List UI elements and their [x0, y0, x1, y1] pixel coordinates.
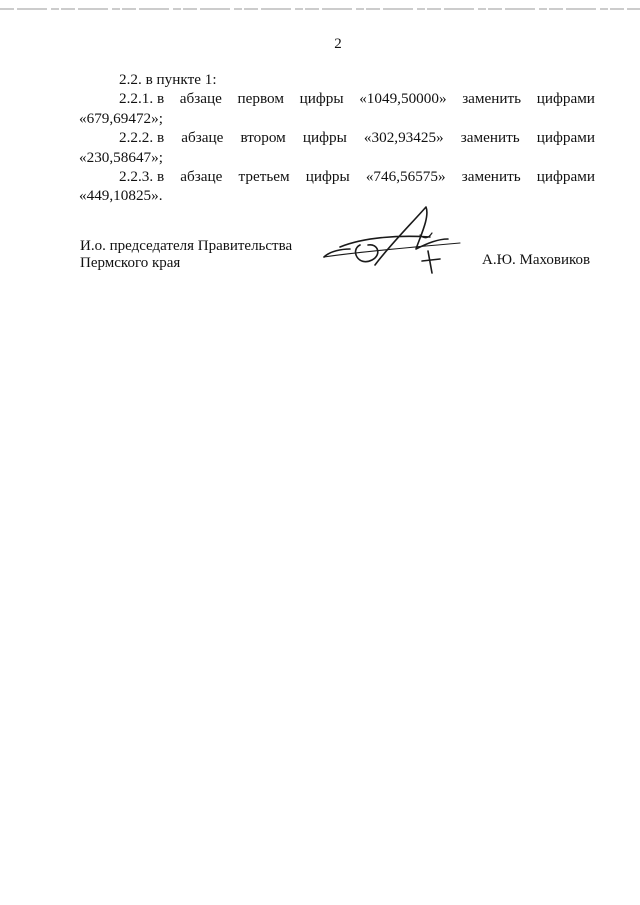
clause-word: абзаце: [180, 168, 223, 186]
clause-continuation: «230,58647»;: [79, 148, 163, 166]
clause-word: цифры: [299, 90, 344, 108]
position-line-1: И.о. председателя Правительства: [80, 238, 293, 254]
clause-word: «746,56575»: [365, 168, 446, 186]
scan-edge-lines: [0, 7, 640, 10]
clause-word: заменить: [462, 90, 522, 108]
clause-word: цифры: [305, 168, 350, 186]
clause-word: втором: [240, 129, 286, 147]
clause-word: заменить: [461, 168, 521, 186]
scan-top-edge: [0, 2, 640, 10]
clause-2-2-2: [79, 128, 595, 167]
clause-2-2-3: [79, 167, 595, 206]
clause-word: 2.2.3. в: [119, 168, 165, 186]
clause-word: цифры: [302, 129, 347, 147]
clause-word: первом: [237, 90, 284, 108]
clause-word: «302,93425»: [363, 129, 444, 147]
clause-word: заменить: [460, 129, 520, 147]
clause-line: [79, 128, 595, 147]
signatory-position: [80, 238, 292, 272]
position-line-2: Пермского края: [80, 255, 181, 271]
document-body: [79, 70, 595, 206]
clause-word: цифрами: [536, 90, 595, 108]
clause-word: 2.2.2. в: [119, 129, 165, 147]
clause-intro: 2.2. в пункте 1:: [119, 71, 217, 88]
clause-line: [79, 89, 595, 108]
clause-continuation: «449,10825».: [79, 187, 163, 205]
signatory-name: А.Ю. Маховиков: [482, 252, 591, 268]
clause-line: [79, 167, 595, 186]
clause-word: «1049,50000»: [359, 90, 447, 108]
clause-2-2-1: [79, 89, 595, 128]
handwritten-signature: [320, 205, 470, 280]
clause-word: 2.2.1. в: [119, 90, 165, 108]
clause-word: третьем: [238, 168, 290, 186]
clause-word: абзаце: [179, 90, 222, 108]
page-number: 2: [334, 36, 342, 52]
clause-word: цифрами: [536, 129, 595, 147]
clause-word: цифрами: [536, 168, 595, 186]
clause-word: абзаце: [181, 129, 224, 147]
clause-continuation: «679,69472»;: [79, 109, 163, 127]
